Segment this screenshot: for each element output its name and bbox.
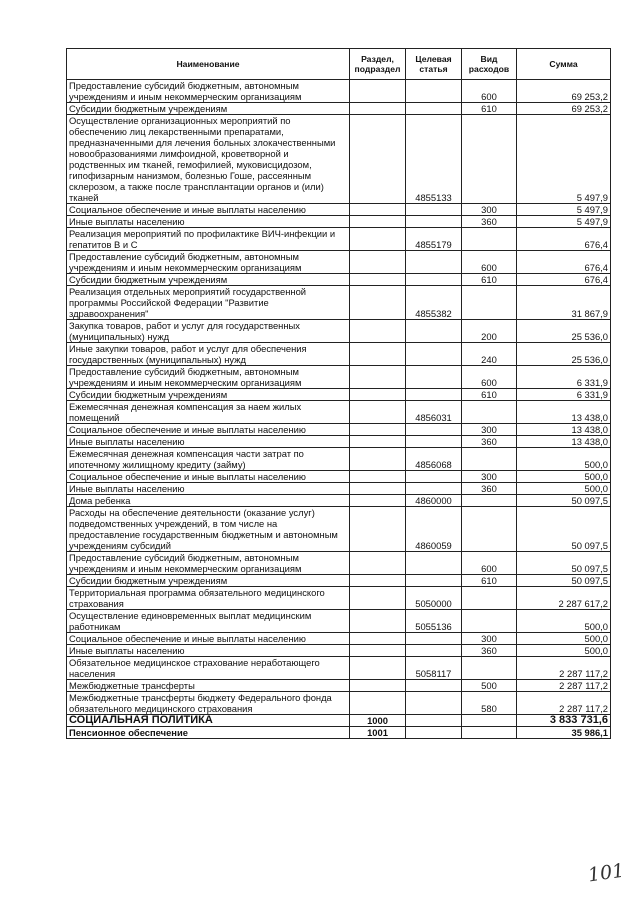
cell-amount: 69 253,2 xyxy=(517,80,611,103)
table-row xyxy=(67,115,611,204)
cell-section xyxy=(350,471,406,483)
table-row xyxy=(67,657,611,680)
column-header-section: Раздел, подраздел xyxy=(350,49,406,80)
table-row xyxy=(67,552,611,575)
cell-section xyxy=(350,204,406,216)
cell-target xyxy=(406,366,462,389)
cell-expense xyxy=(462,448,517,471)
table-row xyxy=(67,436,611,448)
cell-section xyxy=(350,692,406,715)
cell-section xyxy=(350,587,406,610)
cell-target xyxy=(406,692,462,715)
cell-target xyxy=(406,343,462,366)
cell-name: Территориальная программа обязательного медицинского страхования xyxy=(67,587,350,610)
cell-name: Предоставление субсидий бюджетным, автономным учреждениям и иным некоммерческим организациям xyxy=(67,80,350,103)
cell-amount: 5 497,9 xyxy=(517,204,611,216)
cell-section xyxy=(350,103,406,115)
cell-section xyxy=(350,436,406,448)
cell-expense xyxy=(462,115,517,204)
table-row xyxy=(67,575,611,587)
cell-target xyxy=(406,80,462,103)
cell-amount: 500,0 xyxy=(517,448,611,471)
cell-name: Предоставление субсидий бюджетным, автономным учреждениям и иным некоммерческим организациям xyxy=(67,251,350,274)
cell-expense: 360 xyxy=(462,645,517,657)
cell-target xyxy=(406,320,462,343)
table-row xyxy=(67,204,611,216)
cell-amount: 676,4 xyxy=(517,228,611,251)
cell-expense: 500 xyxy=(462,680,517,692)
cell-name: Закупка товаров, работ и услуг для государственных (муниципальных) нужд xyxy=(67,320,350,343)
cell-expense: 360 xyxy=(462,216,517,228)
cell-target: 4855133 xyxy=(406,115,462,204)
cell-section xyxy=(350,389,406,401)
table-row xyxy=(67,507,611,552)
cell-amount: 500,0 xyxy=(517,633,611,645)
cell-section: 1000 xyxy=(350,715,406,727)
table-row xyxy=(67,320,611,343)
page-number: 101 xyxy=(586,859,626,887)
cell-section xyxy=(350,274,406,286)
cell-amount: 31 867,9 xyxy=(517,286,611,320)
cell-section xyxy=(350,424,406,436)
cell-name: Предоставление субсидий бюджетным, автономным учреждениям и иным некоммерческим организациям xyxy=(67,552,350,575)
cell-amount: 2 287 117,2 xyxy=(517,680,611,692)
cell-expense: 610 xyxy=(462,103,517,115)
cell-expense: 600 xyxy=(462,80,517,103)
cell-target: 4856068 xyxy=(406,448,462,471)
cell-target xyxy=(406,715,462,727)
cell-amount: 5 497,9 xyxy=(517,216,611,228)
table-row xyxy=(67,80,611,103)
cell-target: 5055136 xyxy=(406,610,462,633)
cell-amount: 50 097,5 xyxy=(517,495,611,507)
cell-name: Иные выплаты населению xyxy=(67,436,350,448)
table-row xyxy=(67,633,611,645)
table-row xyxy=(67,645,611,657)
cell-amount: 2 287 117,2 xyxy=(517,657,611,680)
cell-target xyxy=(406,727,462,739)
cell-target: 4855179 xyxy=(406,228,462,251)
cell-section xyxy=(350,657,406,680)
cell-target: 5058117 xyxy=(406,657,462,680)
cell-target xyxy=(406,216,462,228)
cell-section xyxy=(350,495,406,507)
cell-amount: 25 536,0 xyxy=(517,320,611,343)
cell-section: 1001 xyxy=(350,727,406,739)
cell-name: Обязательное медицинское страхование неработающего населения xyxy=(67,657,350,680)
table-row xyxy=(67,343,611,366)
cell-section xyxy=(350,320,406,343)
cell-target: 5050000 xyxy=(406,587,462,610)
cell-section xyxy=(350,680,406,692)
cell-amount: 50 097,5 xyxy=(517,575,611,587)
table-row xyxy=(67,103,611,115)
cell-name: Социальное обеспечение и иные выплаты населению xyxy=(67,204,350,216)
table-row xyxy=(67,610,611,633)
table-row xyxy=(67,389,611,401)
cell-name: Иные выплаты населению xyxy=(67,216,350,228)
cell-amount: 3 833 731,6 xyxy=(517,715,611,727)
cell-amount: 500,0 xyxy=(517,471,611,483)
column-header-expense: Вид расходов xyxy=(462,49,517,80)
cell-amount: 500,0 xyxy=(517,483,611,495)
cell-name: Межбюджетные трансферты xyxy=(67,680,350,692)
cell-expense: 300 xyxy=(462,633,517,645)
cell-target xyxy=(406,424,462,436)
cell-expense xyxy=(462,587,517,610)
cell-amount: 35 986,1 xyxy=(517,727,611,739)
cell-expense: 240 xyxy=(462,343,517,366)
cell-amount: 500,0 xyxy=(517,645,611,657)
table-row xyxy=(67,366,611,389)
cell-amount: 13 438,0 xyxy=(517,436,611,448)
cell-name: Ежемесячная денежная компенсация за наем жилых помещений xyxy=(67,401,350,424)
cell-target xyxy=(406,645,462,657)
cell-amount: 2 287 117,2 xyxy=(517,692,611,715)
cell-target xyxy=(406,389,462,401)
cell-expense xyxy=(462,401,517,424)
cell-name: Осуществление единовременных выплат медицинским работникам xyxy=(67,610,350,633)
cell-section xyxy=(350,401,406,424)
table-row xyxy=(67,286,611,320)
cell-target xyxy=(406,633,462,645)
cell-section xyxy=(350,633,406,645)
cell-expense: 610 xyxy=(462,389,517,401)
cell-name: Межбюджетные трансферты бюджету Федерального фонда обязательного медицинского страхования xyxy=(67,692,350,715)
cell-target xyxy=(406,471,462,483)
cell-expense xyxy=(462,507,517,552)
cell-section xyxy=(350,610,406,633)
table-row xyxy=(67,727,611,739)
cell-section xyxy=(350,552,406,575)
cell-target xyxy=(406,103,462,115)
cell-target xyxy=(406,680,462,692)
cell-amount: 13 438,0 xyxy=(517,424,611,436)
cell-section xyxy=(350,80,406,103)
cell-expense: 610 xyxy=(462,274,517,286)
cell-expense: 610 xyxy=(462,575,517,587)
cell-target xyxy=(406,483,462,495)
budget-table xyxy=(66,48,611,739)
table-row xyxy=(67,495,611,507)
cell-name: Дома ребенка xyxy=(67,495,350,507)
cell-expense: 600 xyxy=(462,251,517,274)
cell-name: Субсидии бюджетным учреждениям xyxy=(67,103,350,115)
table-header-row xyxy=(67,49,611,80)
cell-name: Социальное обеспечение и иные выплаты населению xyxy=(67,424,350,436)
cell-name: Социальное обеспечение и иные выплаты населению xyxy=(67,471,350,483)
cell-section xyxy=(350,366,406,389)
cell-expense xyxy=(462,727,517,739)
cell-name: Субсидии бюджетным учреждениям xyxy=(67,274,350,286)
cell-name: Ежемесячная денежная компенсация части затрат по ипотечному жилищному кредиту (займу) xyxy=(67,448,350,471)
cell-section xyxy=(350,448,406,471)
cell-expense: 200 xyxy=(462,320,517,343)
table-row xyxy=(67,228,611,251)
cell-expense xyxy=(462,657,517,680)
cell-section xyxy=(350,483,406,495)
table-row xyxy=(67,424,611,436)
cell-amount: 6 331,9 xyxy=(517,366,611,389)
cell-expense xyxy=(462,228,517,251)
cell-section xyxy=(350,286,406,320)
cell-name: Иные выплаты населению xyxy=(67,645,350,657)
cell-target xyxy=(406,552,462,575)
cell-amount: 676,4 xyxy=(517,251,611,274)
cell-section xyxy=(350,343,406,366)
cell-target: 4860000 xyxy=(406,495,462,507)
column-header-amount: Сумма xyxy=(517,49,611,80)
cell-name: Пенсионное обеспечение xyxy=(67,727,350,739)
cell-amount: 6 331,9 xyxy=(517,389,611,401)
table-row xyxy=(67,692,611,715)
table-row xyxy=(67,587,611,610)
cell-name: Расходы на обеспечение деятельности (оказание услуг) подведомственных учреждений, в том числе на предоставление государственным бюджетным и автономным учреждениям субсидий xyxy=(67,507,350,552)
cell-name: Предоставление субсидий бюджетным, автономным учреждениям и иным некоммерческим организациям xyxy=(67,366,350,389)
cell-expense: 360 xyxy=(462,483,517,495)
cell-expense: 600 xyxy=(462,552,517,575)
table-row xyxy=(67,401,611,424)
cell-name: Осуществление организационных мероприятий по обеспечению лиц лекарственными препаратами, предназначенными для лечения больных злокачественными новообразованиями лимфоидной, кроветворной и родственных им тканей, гемофилией, муковисцидозом, гипофизарным нанизмом, болезнью Гоше, рассеянным склерозом, а также после трансплантации органов и (или) тканей xyxy=(67,115,350,204)
cell-target xyxy=(406,251,462,274)
cell-amount: 50 097,5 xyxy=(517,507,611,552)
table-row xyxy=(67,448,611,471)
table-row xyxy=(67,483,611,495)
cell-name: Реализация мероприятий по профилактике ВИЧ-инфекции и гепатитов В и С xyxy=(67,228,350,251)
cell-expense: 580 xyxy=(462,692,517,715)
column-header-name: Наименование xyxy=(67,49,350,80)
cell-expense xyxy=(462,495,517,507)
cell-section xyxy=(350,115,406,204)
cell-target: 4860059 xyxy=(406,507,462,552)
cell-name: Субсидии бюджетным учреждениям xyxy=(67,389,350,401)
cell-amount: 13 438,0 xyxy=(517,401,611,424)
cell-section xyxy=(350,216,406,228)
cell-section xyxy=(350,228,406,251)
cell-amount: 69 253,2 xyxy=(517,103,611,115)
cell-name: Иные закупки товаров, работ и услуг для обеспечения государственных (муниципальных) нужд xyxy=(67,343,350,366)
table-row xyxy=(67,715,611,727)
cell-section xyxy=(350,507,406,552)
cell-expense: 300 xyxy=(462,471,517,483)
column-header-target: Целевая статья xyxy=(406,49,462,80)
cell-expense: 300 xyxy=(462,204,517,216)
cell-amount: 2 287 617,2 xyxy=(517,587,611,610)
cell-target xyxy=(406,274,462,286)
table-row xyxy=(67,274,611,286)
table-row xyxy=(67,471,611,483)
cell-amount: 50 097,5 xyxy=(517,552,611,575)
cell-target: 4856031 xyxy=(406,401,462,424)
cell-expense: 360 xyxy=(462,436,517,448)
cell-target: 4855382 xyxy=(406,286,462,320)
cell-name: Иные выплаты населению xyxy=(67,483,350,495)
cell-section xyxy=(350,251,406,274)
table-row xyxy=(67,216,611,228)
cell-amount: 500,0 xyxy=(517,610,611,633)
cell-expense xyxy=(462,610,517,633)
cell-name: Социальное обеспечение и иные выплаты населению xyxy=(67,633,350,645)
cell-amount: 676,4 xyxy=(517,274,611,286)
cell-target xyxy=(406,575,462,587)
cell-expense: 600 xyxy=(462,366,517,389)
table-row xyxy=(67,251,611,274)
table-row xyxy=(67,680,611,692)
cell-amount: 25 536,0 xyxy=(517,343,611,366)
table-body xyxy=(67,80,611,739)
cell-amount: 5 497,9 xyxy=(517,115,611,204)
cell-section xyxy=(350,645,406,657)
cell-expense xyxy=(462,286,517,320)
cell-section xyxy=(350,575,406,587)
cell-target xyxy=(406,204,462,216)
cell-name: СОЦИАЛЬНАЯ ПОЛИТИКА xyxy=(67,715,350,727)
cell-expense: 300 xyxy=(462,424,517,436)
cell-name: Субсидии бюджетным учреждениям xyxy=(67,575,350,587)
cell-target xyxy=(406,436,462,448)
cell-name: Реализация отдельных мероприятий государственной программы Российской Федерации "Развитие здравоохранения" xyxy=(67,286,350,320)
budget-sheet xyxy=(66,48,610,739)
cell-expense xyxy=(462,715,517,727)
